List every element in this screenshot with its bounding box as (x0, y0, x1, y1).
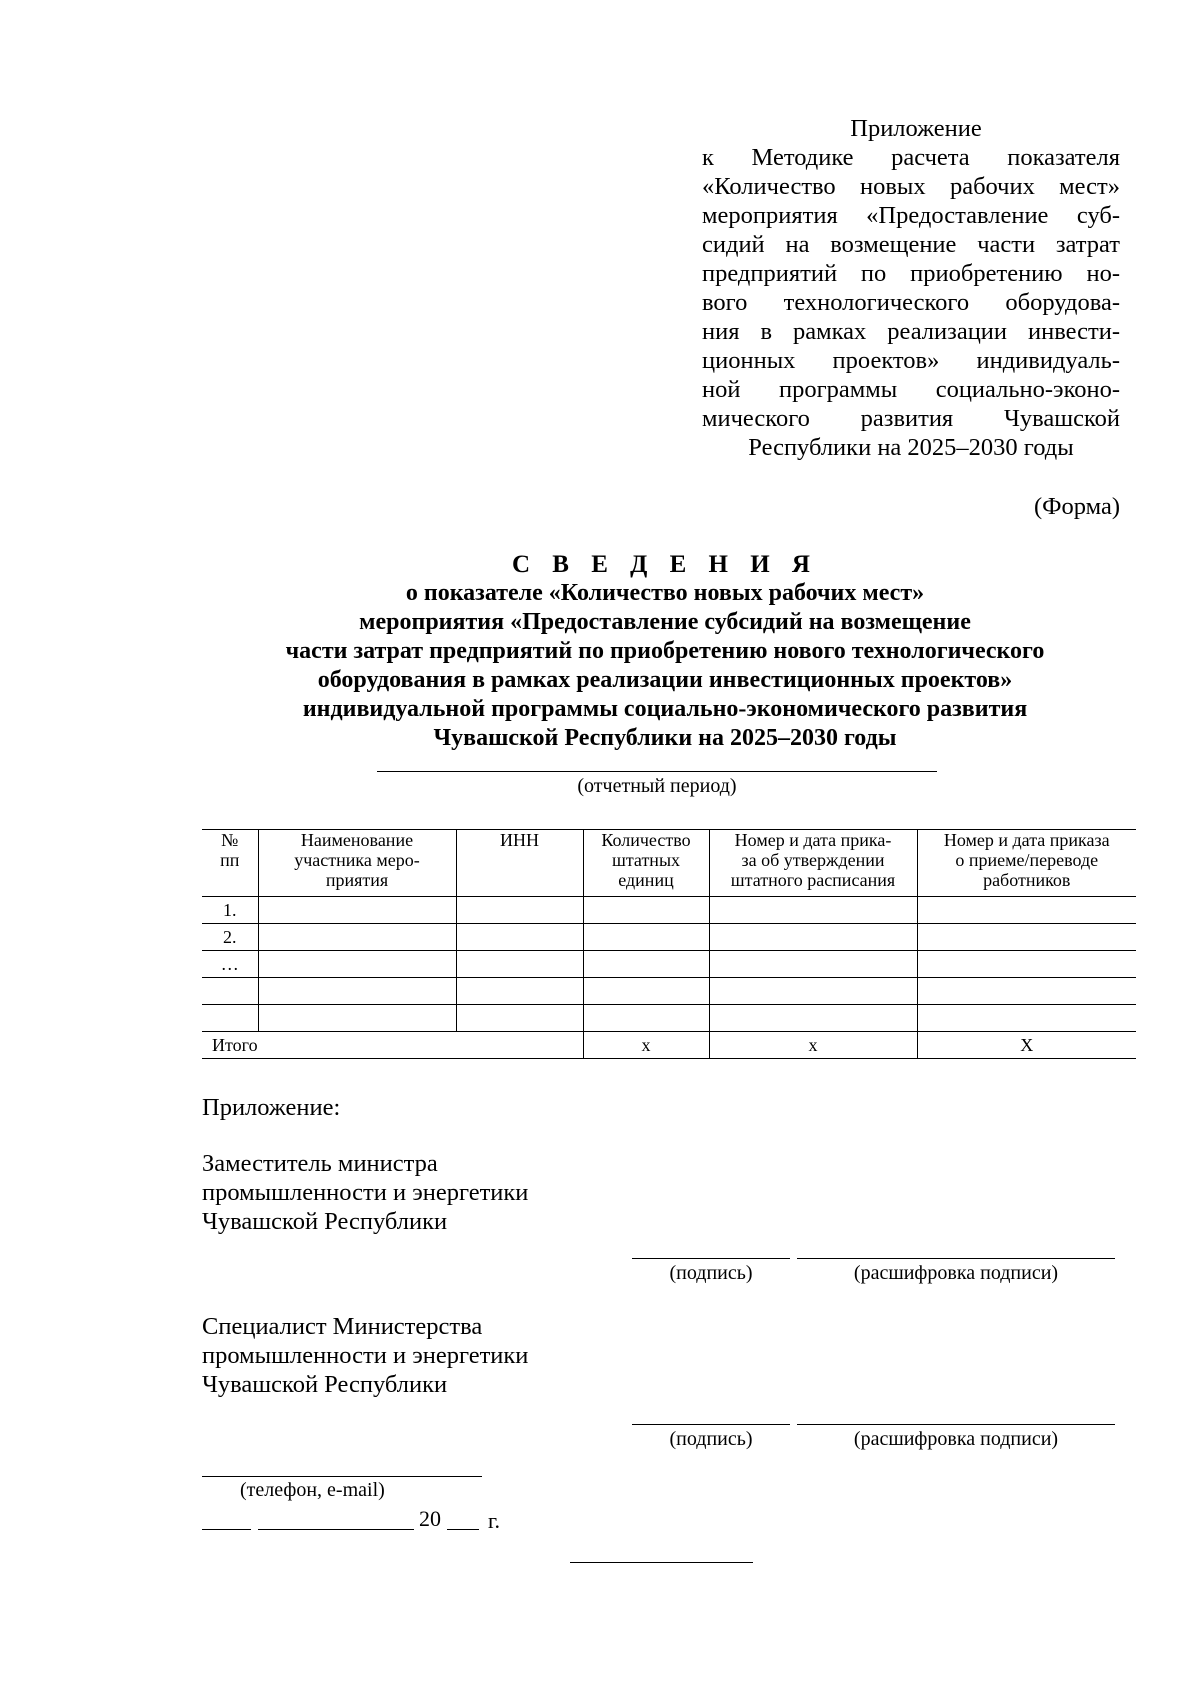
table-cell[interactable] (709, 951, 917, 978)
signer1-line: промышленности и энергетики (202, 1179, 529, 1206)
signer1-signature-line[interactable] (632, 1258, 790, 1259)
date-year-line[interactable] (447, 1529, 479, 1530)
closing-divider (570, 1562, 753, 1563)
total-label: Итого (202, 1032, 583, 1059)
signer2-decode-caption: (расшифровка подписи) (853, 1428, 1059, 1450)
row-number: 2. (202, 924, 258, 951)
table-cell[interactable] (917, 897, 1136, 924)
signer2-decode-line[interactable] (797, 1424, 1115, 1425)
header-number: № пп (202, 830, 258, 897)
appendix-line: предприятий по приобретению но- (702, 260, 1120, 287)
signer2-line: Чувашской Республики (202, 1371, 448, 1398)
data-table (202, 829, 1136, 1059)
table-cell[interactable] (917, 951, 1136, 978)
table-cell[interactable] (456, 924, 583, 951)
table-row (202, 978, 1136, 1005)
table-row (202, 951, 1136, 978)
appendix-line: ционных проектов» индивидуаль- (702, 347, 1120, 374)
table-cell[interactable] (583, 924, 709, 951)
row-number (202, 1005, 258, 1032)
heading-title: С В Е Д Е Н И Я (512, 551, 818, 578)
heading-line: оборудования в рамках реализации инвестиционных проектов» (317, 667, 1013, 693)
table-cell[interactable] (258, 1005, 456, 1032)
signer2-line: промышленности и энергетики (202, 1342, 529, 1369)
date-year-prefix: 20 (419, 1506, 441, 1531)
signer1-decode-caption: (расшифровка подписи) (853, 1262, 1059, 1284)
signer2-block (202, 1312, 528, 1399)
appendix-line: мероприятия «Предоставление суб- (702, 202, 1120, 229)
contact-caption: (телефон, e-mail) (240, 1479, 385, 1501)
appendix-title: Приложение (850, 115, 982, 142)
header-inn: ИНН (456, 830, 583, 897)
appendix-line: мического развития Чувашской (702, 405, 1120, 432)
table-cell[interactable] (583, 1005, 709, 1032)
table-cell[interactable] (709, 897, 917, 924)
total-cell: х (583, 1032, 709, 1059)
row-number (202, 978, 258, 1005)
table-cell[interactable] (456, 897, 583, 924)
table-cell[interactable] (583, 897, 709, 924)
appendix-line: ной программы социально-эконо- (702, 376, 1120, 403)
header-staffing-order: Номер и дата прика- за об утверждении штатного расписания (709, 830, 917, 897)
table-cell[interactable] (709, 978, 917, 1005)
heading-line: о показателе «Количество новых рабочих мест» (405, 580, 925, 606)
table-cell[interactable] (456, 1005, 583, 1032)
appendix-line: к Методике расчета показателя (702, 144, 1120, 171)
signer2-signature-line[interactable] (632, 1424, 790, 1425)
document-heading (190, 550, 1140, 753)
table-total-row (202, 1032, 1136, 1059)
table-cell[interactable] (709, 1005, 917, 1032)
table-row (202, 897, 1136, 924)
header-staff-units: Количество штатных единиц (583, 830, 709, 897)
table-cell[interactable] (456, 951, 583, 978)
row-number: 1. (202, 897, 258, 924)
signer1-block (202, 1149, 528, 1236)
appendix-line: «Количество новых рабочих мест» (702, 173, 1120, 200)
table-cell[interactable] (258, 924, 456, 951)
appendix-last-line: Республики на 2025–2030 годы (748, 434, 1074, 461)
appendix-line: вого технологического оборудова- (702, 289, 1120, 316)
appendix-line: сидий на возмещение части затрат (702, 231, 1120, 258)
attachment-label: Приложение: (202, 1094, 341, 1121)
heading-line: части затрат предприятий по приобретению нового технологического (285, 638, 1045, 664)
period-caption: (отчетный период) (577, 775, 737, 797)
heading-line: индивидуальной программы социально-экономического развития (302, 696, 1028, 722)
table-cell[interactable] (456, 978, 583, 1005)
table-cell[interactable] (583, 951, 709, 978)
signer1-line: Чувашской Республики (202, 1208, 448, 1235)
table-cell[interactable] (709, 924, 917, 951)
table-cell[interactable] (258, 978, 456, 1005)
header-participant-name: Наименование участника меро- приятия (258, 830, 456, 897)
table-cell[interactable] (917, 978, 1136, 1005)
signer2-line: Специалист Министерства (202, 1313, 483, 1340)
signer1-signature-caption: (подпись) (669, 1262, 753, 1284)
table-row (202, 924, 1136, 951)
signer2-signature-caption: (подпись) (669, 1428, 753, 1450)
date-month-line[interactable] (258, 1529, 414, 1530)
heading-line: Чувашской Республики на 2025–2030 годы (433, 725, 897, 751)
date-suffix: г. (488, 1508, 501, 1533)
total-cell: х (709, 1032, 917, 1059)
heading-line: мероприятия «Предоставление субсидий на возмещение (359, 609, 971, 635)
period-field-line[interactable] (377, 771, 937, 772)
signer1-line: Заместитель министра (202, 1150, 438, 1177)
table-cell[interactable] (917, 924, 1136, 951)
row-number: … (202, 951, 258, 978)
table-header-row (202, 830, 1136, 897)
appendix-line: ния в рамках реализации инвести- (702, 318, 1120, 345)
total-cell: Х (917, 1032, 1136, 1059)
appendix-block (702, 114, 1120, 462)
signer1-decode-line[interactable] (797, 1258, 1115, 1259)
table-row (202, 1005, 1136, 1032)
form-label: (Форма) (1033, 493, 1120, 520)
table-cell[interactable] (917, 1005, 1136, 1032)
date-day-line[interactable] (202, 1529, 251, 1530)
table-cell[interactable] (258, 951, 456, 978)
table-cell[interactable] (583, 978, 709, 1005)
table-cell[interactable] (258, 897, 456, 924)
contact-field-line[interactable] (202, 1476, 482, 1477)
header-hiring-order: Номер и дата приказа о приеме/переводе работников (917, 830, 1136, 897)
